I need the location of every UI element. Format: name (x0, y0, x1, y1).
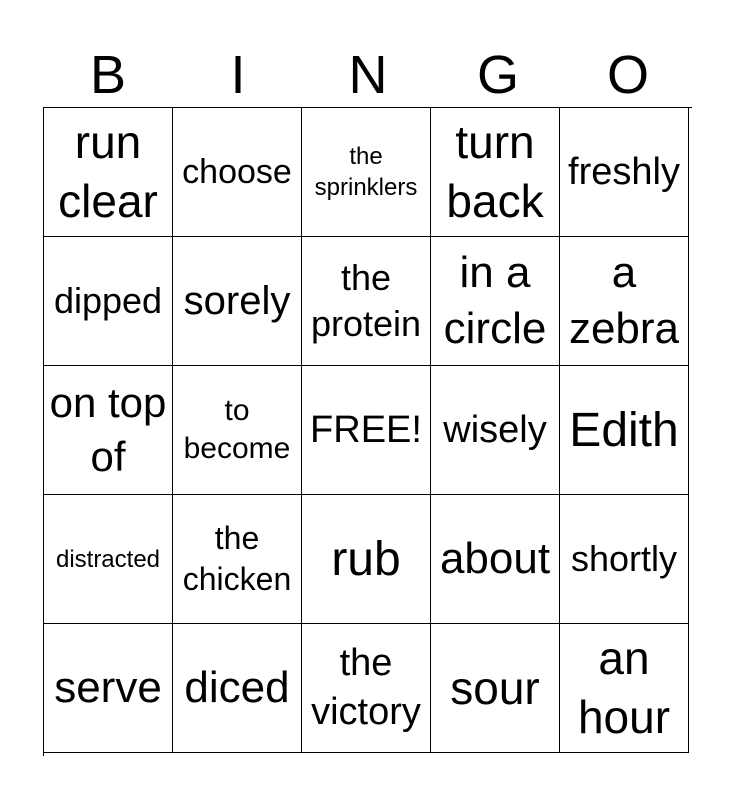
bingo-cell[interactable] (173, 624, 302, 753)
bingo-cell-text: turn back (446, 116, 544, 227)
bingo-cell-text: run clear (58, 116, 158, 227)
bingo-cell-text: an hour (577, 632, 671, 743)
bingo-header (43, 44, 693, 106)
header-letter-b: B (89, 45, 127, 105)
bingo-cell-text: Edith (569, 403, 679, 457)
bingo-cell[interactable] (302, 237, 431, 366)
bingo-cell[interactable] (431, 108, 560, 237)
bingo-cell[interactable] (44, 108, 173, 237)
bingo-cell[interactable] (560, 495, 689, 624)
bingo-cell-text: choose (182, 153, 292, 191)
bingo-cell-text: diced (184, 663, 290, 712)
bingo-cell[interactable] (431, 495, 560, 624)
bingo-cell[interactable] (302, 495, 431, 624)
bingo-cell[interactable] (302, 624, 431, 753)
bingo-cell-text: in a circle (443, 248, 547, 353)
bingo-cell-text: about (439, 534, 551, 583)
bingo-cell[interactable] (560, 237, 689, 366)
bingo-cell-text: to become (183, 394, 291, 465)
bingo-cell-text: freshly (568, 150, 680, 193)
bingo-cell[interactable] (560, 366, 689, 495)
bingo-cell-text: wisely (443, 408, 547, 451)
bingo-cell-text: distracted (55, 545, 161, 573)
bingo-cell[interactable] (431, 624, 560, 753)
bingo-cell-text: sour (450, 661, 540, 714)
bingo-cell[interactable] (173, 366, 302, 495)
bingo-grid (43, 107, 692, 756)
bingo-cell[interactable] (44, 495, 173, 624)
bingo-cell-text: dipped (53, 280, 163, 321)
bingo-cell[interactable] (173, 237, 302, 366)
bingo-cell-text: the sprinklers (314, 143, 418, 201)
bingo-cell[interactable] (173, 495, 302, 624)
header-letter-n: N (348, 45, 388, 105)
bingo-cell[interactable] (431, 366, 560, 495)
bingo-cell[interactable] (44, 624, 173, 753)
bingo-cell-text: rub (331, 532, 401, 586)
bingo-cell-text: sorely (183, 278, 291, 323)
bingo-cell-text: the victory (311, 642, 421, 733)
bingo-cell-text: FREE! (310, 408, 422, 451)
bingo-cell-text: serve (54, 663, 162, 712)
bingo-cell-text: on top of (49, 379, 167, 480)
bingo-cell[interactable] (44, 237, 173, 366)
bingo-cell[interactable] (560, 108, 689, 237)
bingo-cell[interactable] (44, 366, 173, 495)
bingo-cell-text: the protein (310, 257, 422, 344)
header-letter-i: I (230, 45, 246, 105)
bingo-cell-text: a zebra (568, 248, 680, 353)
bingo-cell[interactable] (302, 108, 431, 237)
bingo-cell[interactable] (302, 366, 431, 495)
header-letter-o: O (606, 45, 649, 105)
bingo-cell-text: shortly (570, 538, 678, 579)
bingo-cell[interactable] (560, 624, 689, 753)
bingo-cell-text: the chicken (182, 520, 292, 597)
bingo-cell[interactable] (431, 237, 560, 366)
header-letter-g: G (476, 45, 519, 105)
bingo-cell[interactable] (173, 108, 302, 237)
